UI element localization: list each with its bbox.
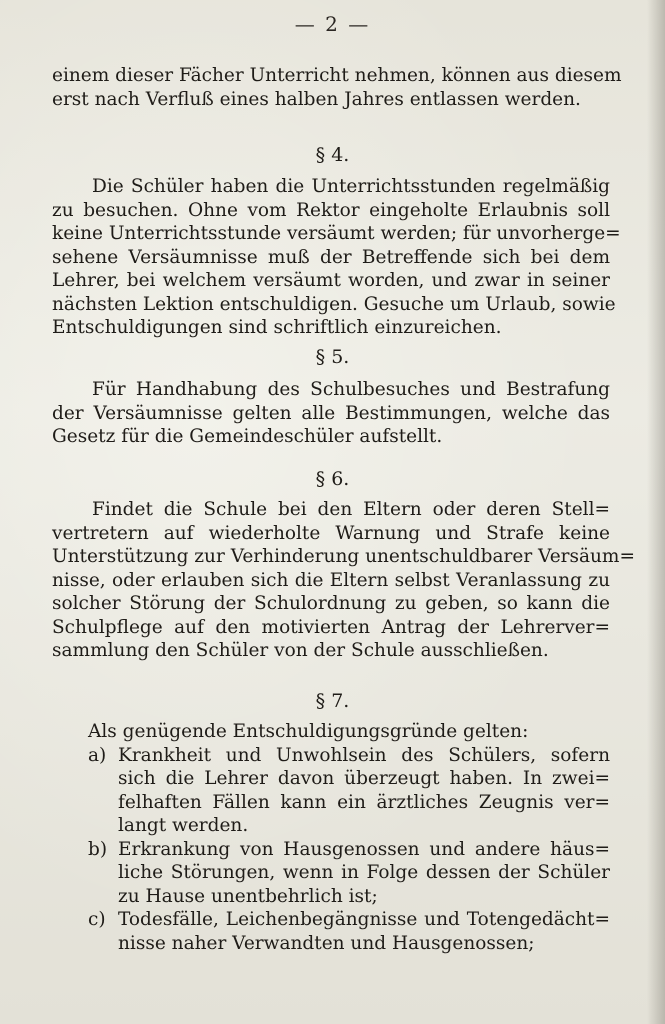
section-6-paragraph <box>52 498 635 663</box>
section-7-list <box>52 720 610 955</box>
text-line: sehene Versäumnisse muß der Betreffende sich bei dem <box>52 246 610 268</box>
list-item-label: a) <box>88 744 107 766</box>
text-line: Die Schüler haben die Unterrichtsstunden regelmäßig <box>92 176 610 197</box>
text-line: Gesetz für die Gemeindeschüler aufstellt. <box>52 426 443 447</box>
list-item-label: b) <box>88 838 108 860</box>
text-line: solcher Störung der Schulordnung zu geben, so kann die <box>52 593 610 614</box>
list-item-c <box>52 908 610 955</box>
list-item-label: c) <box>88 909 106 930</box>
text-line: zu besuchen. Ohne vom Rektor eingeholte Erlaubnis soll <box>52 199 610 221</box>
section-6-heading: § 6. <box>315 468 350 490</box>
text-line: nisse, oder erlauben sich die Eltern selbst Veranlassung zu <box>52 569 610 591</box>
text-line: Erkrankung von Hausgenossen und andere häus= <box>118 838 610 860</box>
section-4-heading: § 4. <box>315 144 350 166</box>
text-line: sich die Lehrer davon überzeugt haben. In zwei= <box>118 768 610 789</box>
page-number: — 2 — <box>294 12 371 36</box>
text-line: Todesfälle, Leichenbegängnisse und Totengedächt= <box>118 909 610 930</box>
text-line: Für Handhabung des Schulbesuches und Bestrafung <box>92 379 610 400</box>
text-line: keine Unterrichtsstunde versäumt werden; für unvorherge= <box>52 223 621 244</box>
text-line: Unterstützung zur Verhinderung unentschuldbarer Versäum= <box>52 546 635 567</box>
intro-paragraph <box>52 64 622 111</box>
text-line: einem dieser Fächer Unterricht nehmen, können aus diesem <box>52 65 622 86</box>
section-4-paragraph <box>52 175 621 340</box>
text-line: liche Störungen, wenn in Folge dessen der Schüler <box>118 862 610 883</box>
list-item-a <box>52 744 610 838</box>
section-5-paragraph <box>52 378 610 449</box>
text-line: Krankheit und Unwohlsein des Schülers, sofern <box>118 744 610 766</box>
text-line: langt werden. <box>118 815 249 836</box>
section-7-heading: § 7. <box>315 690 350 712</box>
text-line: zu Hause unentbehrlich ist; <box>118 885 378 907</box>
text-line: felhaften Fällen kann ein ärztliches Zeugnis ver= <box>118 791 610 813</box>
text-line: der Versäumnisse gelten alle Bestimmungen, welche das <box>52 402 610 424</box>
text-line: vertretern auf wiederholte Warnung und Strafe keine <box>52 522 610 544</box>
text-line: sammlung den Schüler von der Schule ausschließen. <box>52 640 549 661</box>
text-line: Schulpflege auf den motivierten Antrag der Lehrerver= <box>52 616 610 638</box>
text-line: Lehrer, bei welchem versäumt worden, und zwar in seiner <box>52 270 610 291</box>
text-line: nächsten Lektion entschuldigen. Gesuche um Urlaub, sowie <box>52 293 616 315</box>
section-5-heading: § 5. <box>315 346 350 368</box>
list-item-b <box>52 838 610 909</box>
text-line: erst nach Verfluß eines halben Jahres entlassen werden. <box>52 88 581 110</box>
text-line: Entschuldigungen sind schriftlich einzureichen. <box>52 317 502 338</box>
text-line: nisse naher Verwandten und Hausgenossen; <box>118 932 535 954</box>
text-line: Findet die Schule bei den Eltern oder deren Stell= <box>92 499 610 520</box>
section-7-intro: Als genügende Entschuldigungsgründe gelten: <box>88 721 529 742</box>
